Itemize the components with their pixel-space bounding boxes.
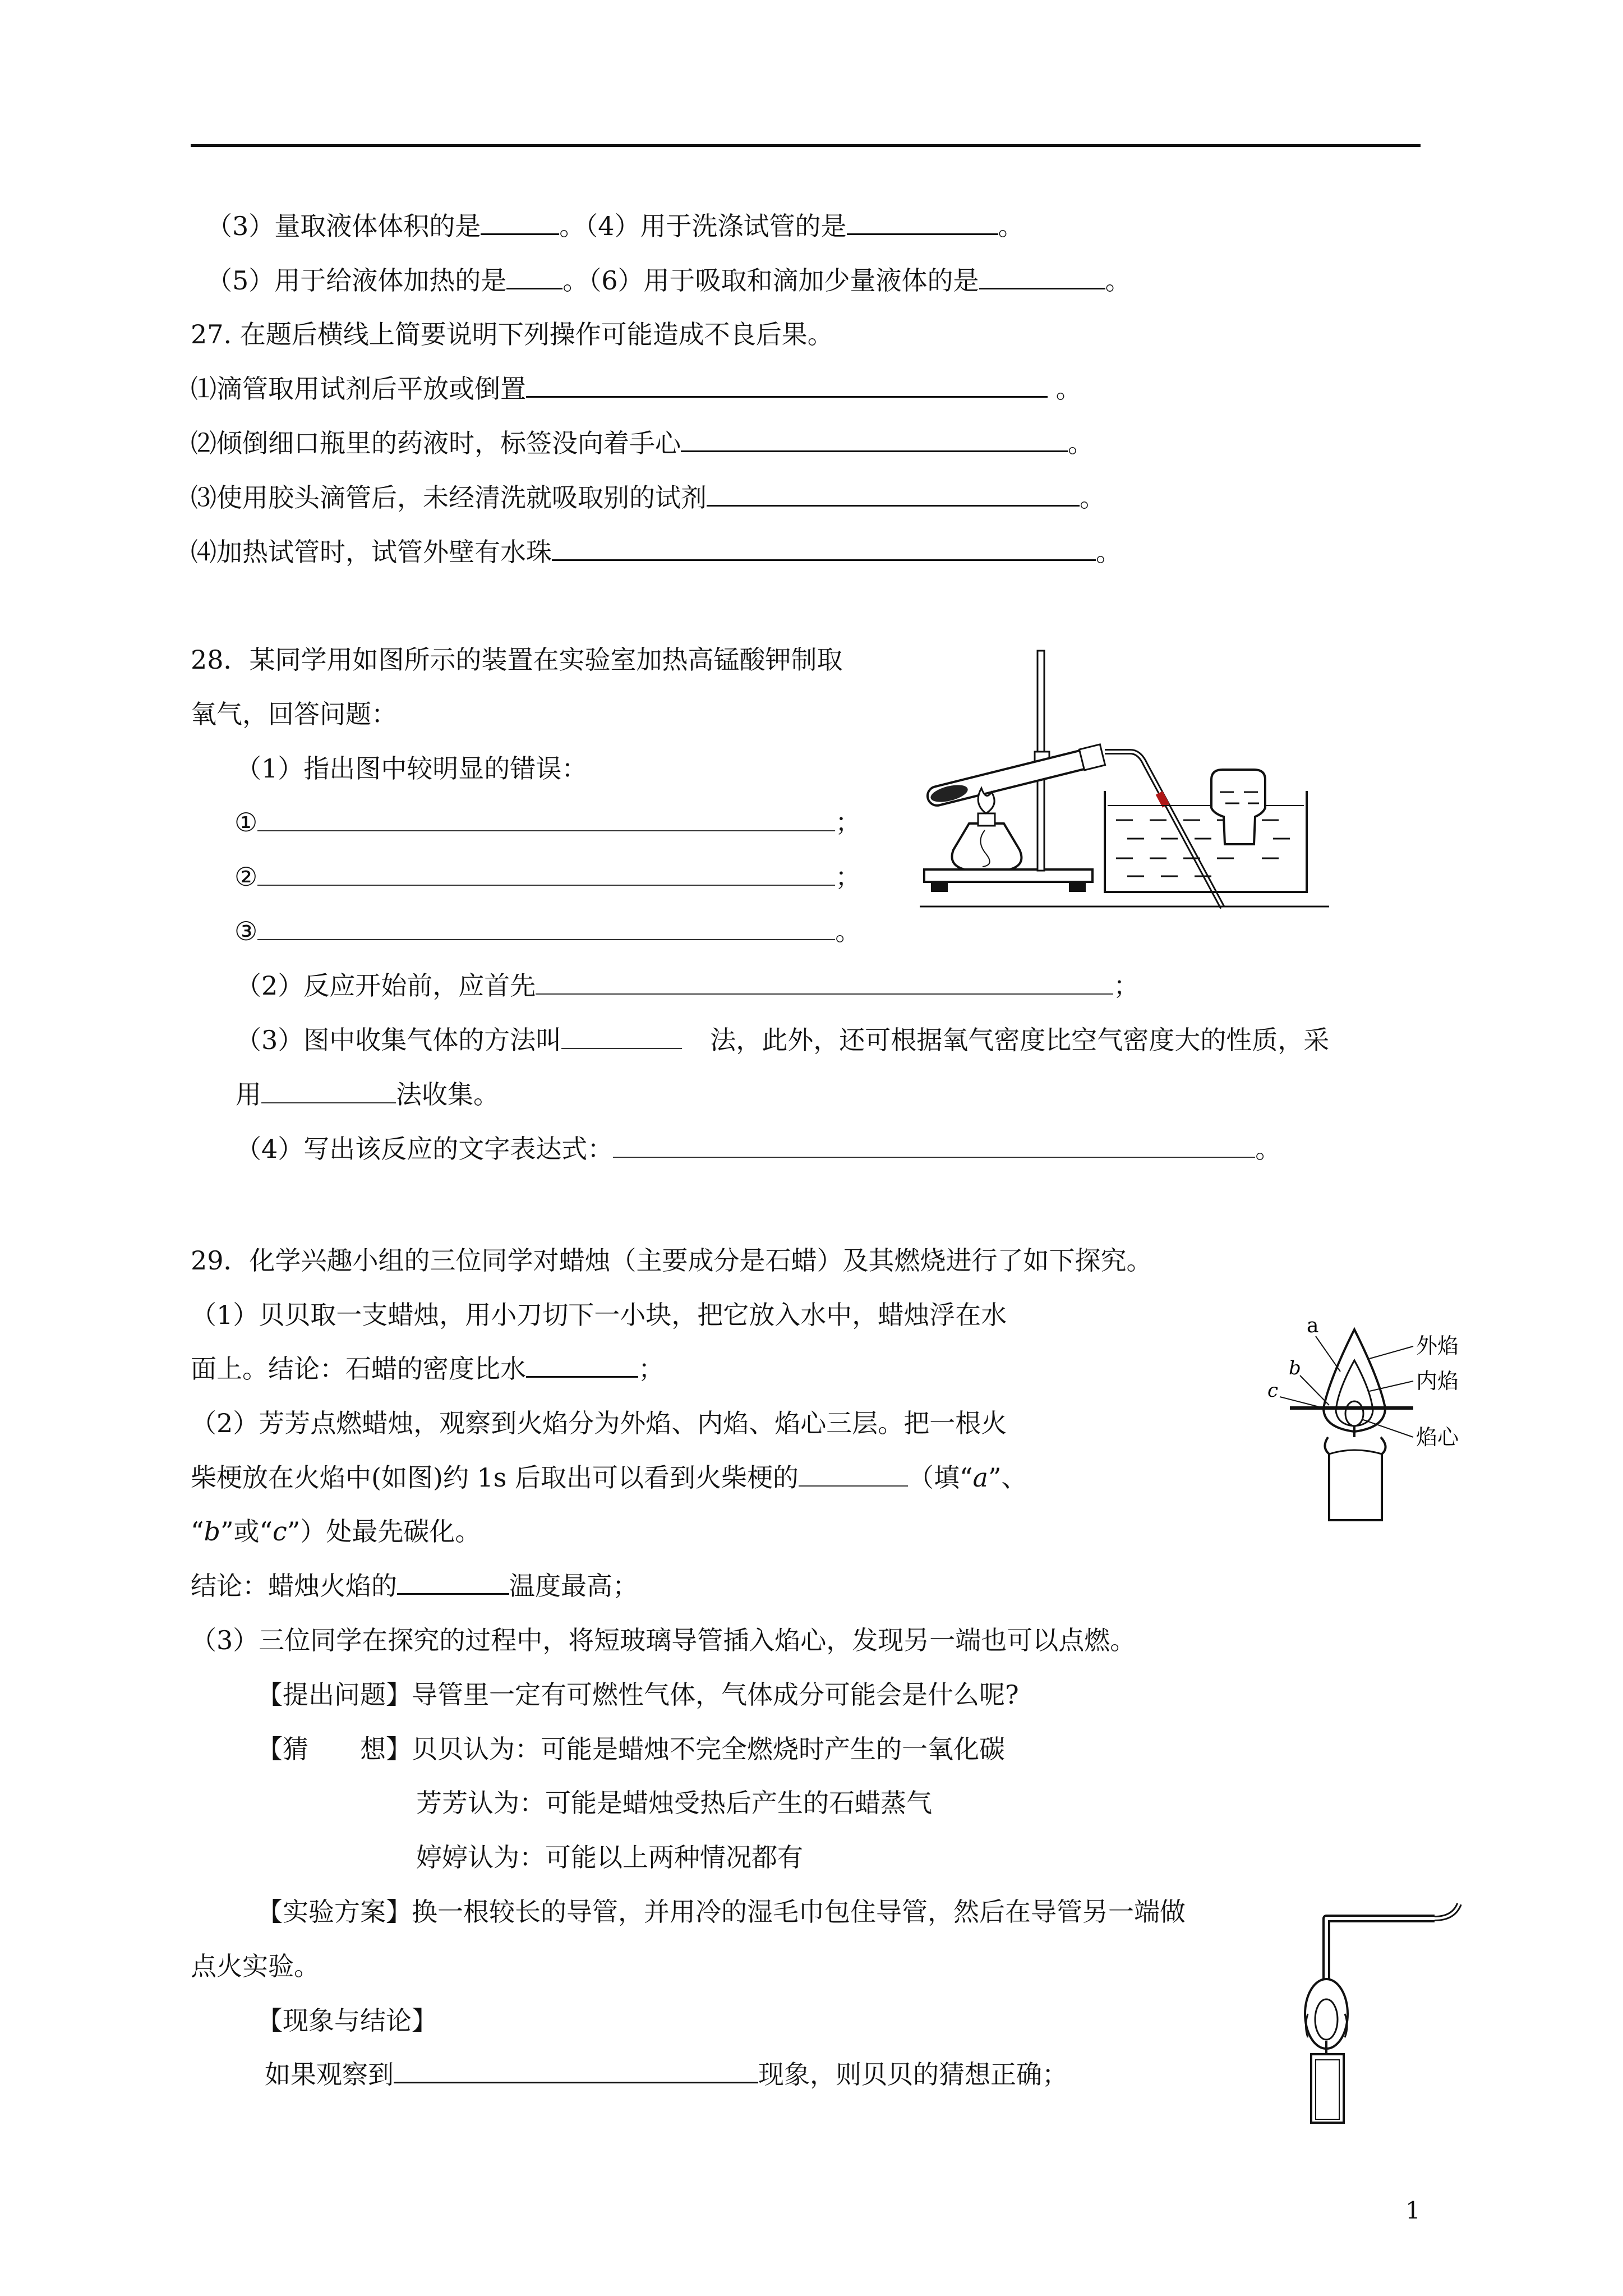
period: 。 [1048,374,1082,404]
answer-blank[interactable] [613,1135,1255,1158]
section-label: 【实验方案】 [257,1897,412,1927]
guess-text: 贝贝认为：可能是蜡烛不完全燃烧时产生的一氧化碳 [412,1734,1005,1764]
inner-flame-label: 内焰 [1416,1369,1459,1393]
q27-item-1 [191,372,1082,406]
q29-guess-3: 婷婷认为：可能以上两种情况都有 [416,1842,803,1872]
header-rule [191,144,1421,147]
option-a: a [972,1462,988,1493]
circled-number: ② [234,862,258,892]
semicolon: ； [638,1354,664,1384]
answer-blank[interactable] [536,972,1113,995]
q29-part-1-line-1: （1）贝贝取一支蜡烛，用小刀切下一小块，把它放入水中，蜡烛浮在水 [191,1300,1007,1330]
answer-blank[interactable] [799,1464,908,1487]
semicolon: ； [1113,970,1140,1001]
q29-part-1-text: 面上。结论：石蜡的密度比水 [191,1354,526,1384]
q28-error-3 [234,914,861,948]
outer-flame-label: 外焰 [1416,1333,1459,1358]
page-number: 1 [1405,2197,1421,2224]
q26-item-3-text: （3）量取液体体积的是 [206,211,481,241]
period: 。 [1096,537,1122,567]
quote-open: “ [191,1516,204,1547]
q29-guess-2: 芳芳认为：可能是蜡烛受热后产生的石蜡蒸气 [416,1788,932,1818]
answer-blank[interactable] [847,212,998,235]
period: 。 [998,211,1024,241]
circled-number: ① [234,807,258,838]
q29-plan-line-2: 点火实验。 [191,1951,320,1981]
candle-flame-figure [1245,1307,1492,1531]
q29-title: 29．化学兴趣小组的三位同学对蜡烛（主要成分是石蜡）及其燃烧进行了如下探究。 [191,1245,1152,1276]
answer-blank[interactable] [261,1081,396,1103]
q29-result-label: 【现象与结论】 [257,2005,437,2036]
q27-item-text: ⑴滴管取用试剂后平放或倒置 [191,374,526,404]
flame-label-b: b [1289,1357,1301,1379]
q28-intro-1: 28．某同学用如图所示的装置在实验室加热高锰酸钾制取 [191,645,843,675]
q29-part-2-line-1: （2）芳芳点燃蜡烛，观察到火焰分为外焰、内焰、焰心三层。把一根火 [191,1408,1007,1438]
semicolon: ； [835,862,861,892]
answer-blank[interactable] [481,212,559,235]
q29-part-1-line-2 [191,1352,664,1386]
q29-fill-hint-sep: ”、 [988,1462,1027,1493]
flame-label-a: a [1307,1314,1319,1337]
q29-part-2-line-2 [191,1461,1027,1494]
q27-item-3 [191,481,1105,514]
q28-part-3-text: 用 [236,1079,261,1110]
q29-plan [257,1895,1186,1929]
answer-blank[interactable] [681,429,1068,452]
q27-item-text: ⑵倾倒细口瓶里的药液时，标签没向着手心 [191,428,681,458]
q27-item-text: ⑶使用胶头滴管后，未经清洗就吸取别的试剂 [191,482,707,513]
answer-blank[interactable] [257,809,835,831]
q28-part-2 [236,969,1139,1002]
q29-result-1 [265,2058,1068,2091]
q29-conclusion-text: 结论：蜡烛火焰的 [191,1571,397,1601]
answer-blank[interactable] [552,538,1096,561]
result-text-end: 现象，则贝贝的猜想正确； [758,2059,1068,2090]
answer-blank[interactable] [257,863,835,886]
oxygen-apparatus-figure [920,645,1335,914]
q29-question [257,1678,1019,1711]
q26-line-5 [206,264,1131,297]
result-text: 如果观察到 [265,2059,394,2090]
answer-blank[interactable] [506,266,562,289]
question-text: 导管里一定有可燃性气体，气体成分可能会是什么呢? [412,1680,1019,1710]
q29-fill-hint: （填“ [908,1462,973,1493]
q29-part-2-line-3 [191,1515,481,1548]
q28-part-4 [236,1132,1281,1166]
period: 。 [1105,265,1131,296]
q27-item-4 [191,535,1122,569]
plan-text: 换一根较长的导管，并用冷的湿毛巾包住导管，然后在导管另一端做 [412,1897,1186,1927]
q28-part-3-text-cont: 法，此外，还可根据氧气密度比空气密度大的性质，采 [710,1025,1330,1055]
answer-blank[interactable] [526,375,1048,398]
option-b: b [204,1516,220,1547]
q28-part-3-text: （3）图中收集气体的方法叫 [236,1025,562,1055]
q28-part-1: （1）指出图中较明显的错误： [236,753,588,784]
flame-core-label: 焰心 [1416,1425,1459,1450]
answer-blank[interactable] [394,2060,758,2083]
answer-blank[interactable] [707,484,1080,507]
period: 。 [1255,1134,1281,1164]
q28-part-3-line-2 [236,1078,499,1111]
q27-item-2 [191,426,1094,460]
q28-error-1 [234,806,861,839]
q26-line-3 [206,209,1024,243]
period: 。 [1068,428,1094,458]
answer-blank[interactable] [526,1355,638,1378]
q28-intro-2: 氧气，回答问题： [191,699,397,729]
q29-part-3: （3）三位同学在探究的过程中，将短玻璃导管插入焰心，发现另一端也可以点燃。 [191,1625,1136,1655]
q28-part-3 [236,1023,1329,1057]
flame-label-c: c [1267,1379,1279,1402]
answer-blank[interactable] [979,266,1105,289]
section-label: 【提出问题】 [257,1680,412,1710]
q29-conclusion [191,1569,638,1603]
period: 。 [835,916,861,946]
q28-part-2-text: （2）反应开始前，应首先 [236,970,536,1001]
circled-number: ③ [234,916,258,946]
period: 。 [1080,482,1105,513]
section-label: 【猜 想】 [257,1734,412,1764]
q26-item-5-text: （5）用于给液体加热的是 [206,265,507,296]
q28-part-4-text: （4）写出该反应的文字表达式： [236,1134,614,1164]
q29-fill-hint-end: ”）处最先碳化。 [287,1516,481,1547]
answer-blank[interactable] [257,918,835,940]
q26-item-4-text: 。（4）用于洗涤试管的是 [559,211,847,241]
q27-item-text: ⑷加热试管时，试管外壁有水珠 [191,537,552,567]
answer-blank[interactable] [397,1572,509,1595]
option-c: c [273,1516,287,1547]
q28-error-2 [234,860,861,894]
semicolon: ； [835,807,861,838]
q29-conclusion-end: 温度最高； [509,1571,638,1601]
q27-title: 27. 在题后横线上简要说明下列操作可能造成不良后果。 [191,319,833,349]
q29-fill-hint-sep: ”或“ [220,1516,273,1547]
q28-part-3-text-end: 法收集。 [396,1079,499,1110]
q26-item-6-text: 。（6）用于吸取和滴加少量液体的是 [562,265,979,296]
glass-tube-candle-figure [1301,1896,1481,2132]
q29-part-2-text: 柴梗放在火焰中(如图)约 1s 后取出可以看到火柴梗的 [191,1462,799,1493]
answer-blank[interactable] [561,1027,682,1049]
q29-guess-1 [257,1732,1005,1766]
